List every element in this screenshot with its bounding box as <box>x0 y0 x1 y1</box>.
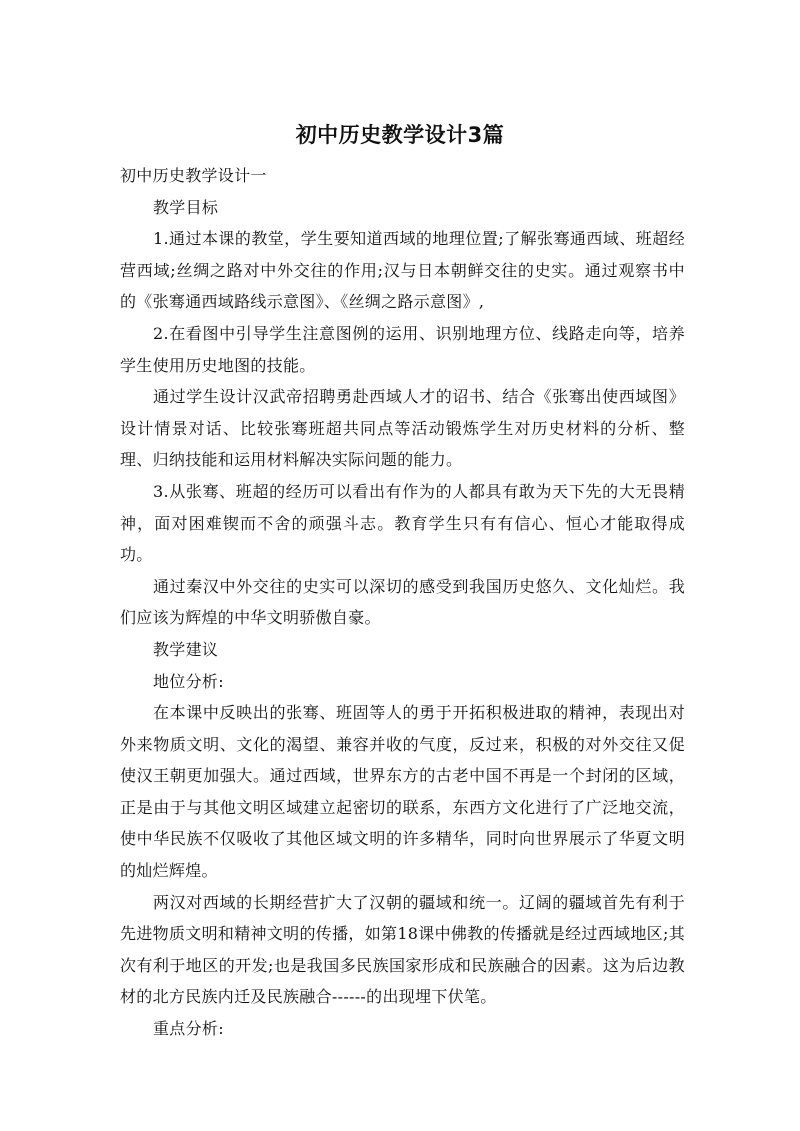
paragraph: 两汉对西域的长期经营扩大了汉朝的疆域和统一。辽阔的疆域首先有利于先进物质文明和精神文明的传播，如第18课中佛教的传播就是经过西域地区;其次有利于地区的开发;也是我国多民族国家形成和民族融合的因素。这为后边教材的北方民族内迁及民族融合------的出现埋下伏笔。 <box>120 892 685 1007</box>
subheading-key-point-analysis: 重点分析: <box>153 1019 224 1039</box>
paragraph: 通过秦汉中外交往的史实可以深切的感受到我国历史悠久、文化灿烂。我们应该为辉煌的中华文明骄傲自豪。 <box>120 576 685 628</box>
paragraph: 3.从张骞、班超的经历可以看出有作为的人都具有敢为天下先的大无畏精神，面对困难锲而不舍的顽强斗志。教育学生只有有信心、恒心才能取得成功。 <box>120 481 685 565</box>
paragraph: 1.通过本课的教堂，学生要知道西域的地理位置;了解张骞通西域、班超经营西域;丝绸之路对中外交往的作用;汉与日本朝鲜交往的史实。通过观察书中的《张骞通西域路线示意图》、《丝绸之路示意图》, <box>120 229 685 312</box>
document-body <box>120 160 685 1045</box>
subheading-teaching-goals: 教学目标 <box>153 197 219 217</box>
paragraph: 在本课中反映出的张骞、班固等人的勇于开拓积极进取的精神，表现出对外来物质文明、文化的渴望、兼容并收的气度，反过来，积极的对外交往又促使汉王朝更加强大。通过西域，世界东方的古老中国不再是一个封闭的区域，正是由于与其他文明区域建立起密切的联系，东西方文化进行了广泛地交流，使中华民族不仅吸收了其他区域文明的许多精华，同时向世界展示了华夏文明的灿烂辉煌。 <box>120 703 685 881</box>
subheading-teaching-suggestions: 教学建议 <box>153 639 219 659</box>
paragraph: 2.在看图中引导学生注意图例的运用、识别地理方位、线路走向等，培养学生使用历史地图的技能。 <box>120 323 685 375</box>
subheading-position-analysis: 地位分析: <box>153 671 224 691</box>
section-heading: 初中历史教学设计一 <box>120 166 267 185</box>
document-title: 初中历史教学设计3篇 <box>295 123 505 147</box>
paragraph: 通过学生设计汉武帝招聘勇赴西域人才的诏书、结合《张骞出使西域图》设计情景对话、比较张骞班超共同点等活动锻炼学生对历史材料的分析、整理、归纳技能和运用材料解决实际问题的能力。 <box>120 387 685 470</box>
